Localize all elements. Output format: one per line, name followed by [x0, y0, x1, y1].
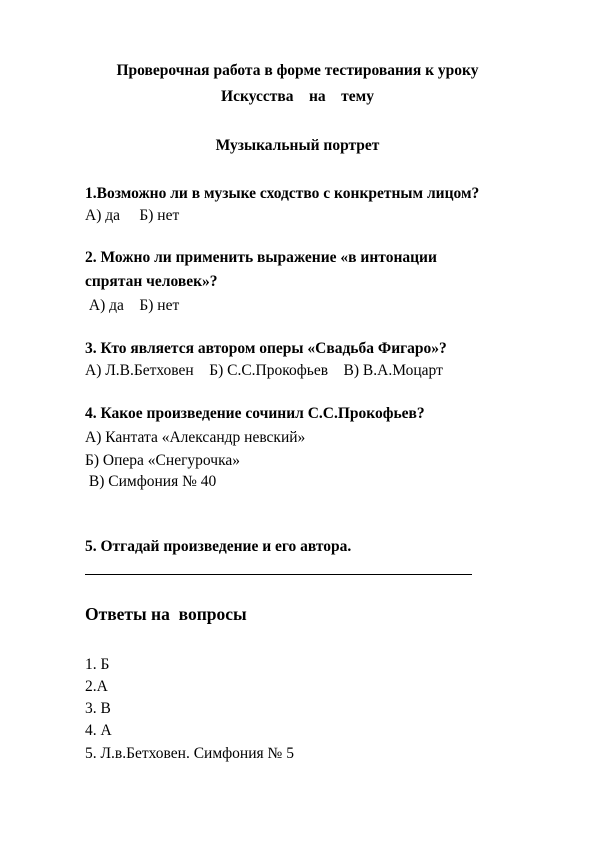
question-2-text-line-1: 2. Можно ли применить выражение «в интонации: [85, 249, 437, 266]
answers-heading: Ответы на вопросы: [85, 604, 247, 624]
question-3-text: 3. Кто является автором оперы «Свадьба Фигаро»?: [85, 340, 447, 357]
question-4-option-a: А) Кантата «Александр невский»: [85, 429, 306, 446]
question-1-options: А) да Б) нет: [85, 207, 180, 224]
subtitle: Музыкальный портрет: [215, 137, 380, 154]
answer-3: 3. В: [85, 700, 111, 717]
title-line-1: Проверочная работа в форме тестирования к уроку: [116, 62, 479, 79]
question-2-text-line-2: спрятан человек»?: [85, 273, 218, 290]
answer-4: 4. А: [85, 722, 112, 739]
question-2-options: А) да Б) нет: [85, 297, 180, 314]
answer-1: 1. Б: [85, 656, 110, 673]
question-5-text: 5. Отгадай произведение и его автора.: [85, 538, 352, 555]
question-1-text: 1.Возможно ли в музыке сходство с конкретным лицом?: [85, 185, 480, 202]
question-4-option-b: Б) Опера «Снегурочка»: [85, 452, 240, 469]
answer-blank-line: [85, 574, 472, 575]
title-line-2: Искусства на тему: [221, 88, 374, 105]
question-4-text: 4. Какое произведение сочинил С.С.Прокофьев?: [85, 405, 425, 422]
question-3-options: А) Л.В.Бетховен Б) С.С.Прокофьев В) В.А.Моцарт: [85, 362, 443, 379]
answer-2: 2.А: [85, 678, 108, 695]
question-4-option-c: В) Симфония № 40: [85, 473, 217, 490]
answer-5: 5. Л.в.Бетховен. Симфония № 5: [85, 745, 294, 762]
